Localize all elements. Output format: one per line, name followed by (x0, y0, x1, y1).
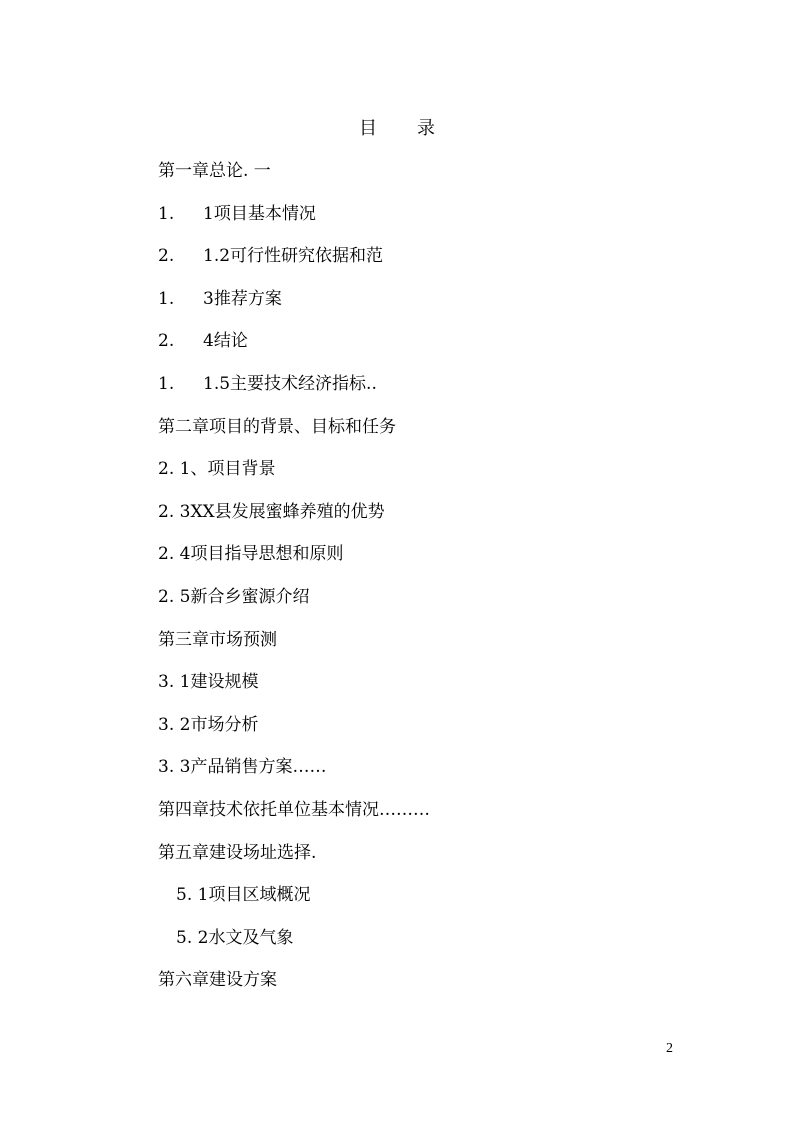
toc-entry-text: 第六章建设方案 (158, 970, 277, 991)
toc-entry-text: 4结论 (203, 331, 248, 352)
toc-entry-text: 2. 3XX县发展蜜蜂养殖的优势 (158, 501, 385, 522)
page-title (0, 114, 794, 140)
toc-entry-text: 3. 2市场分析 (158, 714, 259, 735)
toc-entry (158, 448, 678, 491)
toc-entry-text: 5. 1项目区域概况 (176, 885, 311, 906)
toc-entry-text: 第五章建设场址选择. (158, 842, 317, 863)
toc-entry-text: 2. 5新合乡蜜源介绍 (158, 586, 310, 607)
toc-entry (158, 874, 678, 917)
toc-entry-number: 2. (158, 246, 175, 267)
toc-entry-text: 5. 2水文及气象 (176, 927, 294, 948)
toc-entry (158, 832, 678, 875)
title-char-1: 目 (359, 118, 377, 139)
toc-entry-text: 3. 3产品销售方案…… (158, 757, 327, 778)
toc-entry (158, 789, 678, 832)
toc-entry-number: 1. (158, 373, 175, 394)
toc-entry (158, 406, 678, 449)
toc-entry-text: 第二章项目的背景、目标和任务 (158, 416, 396, 437)
toc-entry-text: 第四章技术依托单位基本情况……… (158, 799, 430, 820)
title-char-2: 录 (417, 118, 435, 139)
toc-entry (158, 150, 678, 193)
toc-entry-text: 2. 1、项目背景 (158, 459, 276, 480)
toc-entry (158, 576, 678, 619)
page-number: 2 (666, 1041, 673, 1056)
toc-entry (158, 746, 678, 789)
toc-entry-text: 1.2可行性研究依据和范 (203, 246, 384, 267)
table-of-contents (158, 150, 678, 1002)
toc-entry-text: 第三章市场预测 (158, 629, 277, 650)
toc-entry-text: 3推荐方案 (203, 288, 282, 309)
toc-entry (158, 363, 678, 406)
toc-entry (158, 320, 678, 363)
toc-entry (158, 917, 678, 960)
toc-entry-text: 第一章总论. 一 (158, 161, 271, 181)
toc-entry-text: 2. 4项目指导思想和原则 (158, 544, 344, 565)
toc-entry (158, 235, 678, 278)
toc-entry-number: 2. (158, 331, 175, 352)
toc-entry (158, 959, 678, 1002)
toc-entry-text: 3. 1建设规模 (158, 672, 259, 693)
toc-entry-number: 1. (158, 288, 175, 309)
toc-entry-number: 1. (158, 203, 175, 224)
toc-entry (158, 661, 678, 704)
toc-entry-text: 1项目基本情况 (203, 203, 316, 224)
toc-entry (158, 533, 678, 576)
toc-entry (158, 619, 678, 662)
toc-entry (158, 278, 678, 321)
toc-entry (158, 193, 678, 236)
toc-entry-text: 1.5主要技术经济指标.. (203, 373, 377, 394)
toc-entry (158, 704, 678, 747)
toc-entry (158, 491, 678, 534)
